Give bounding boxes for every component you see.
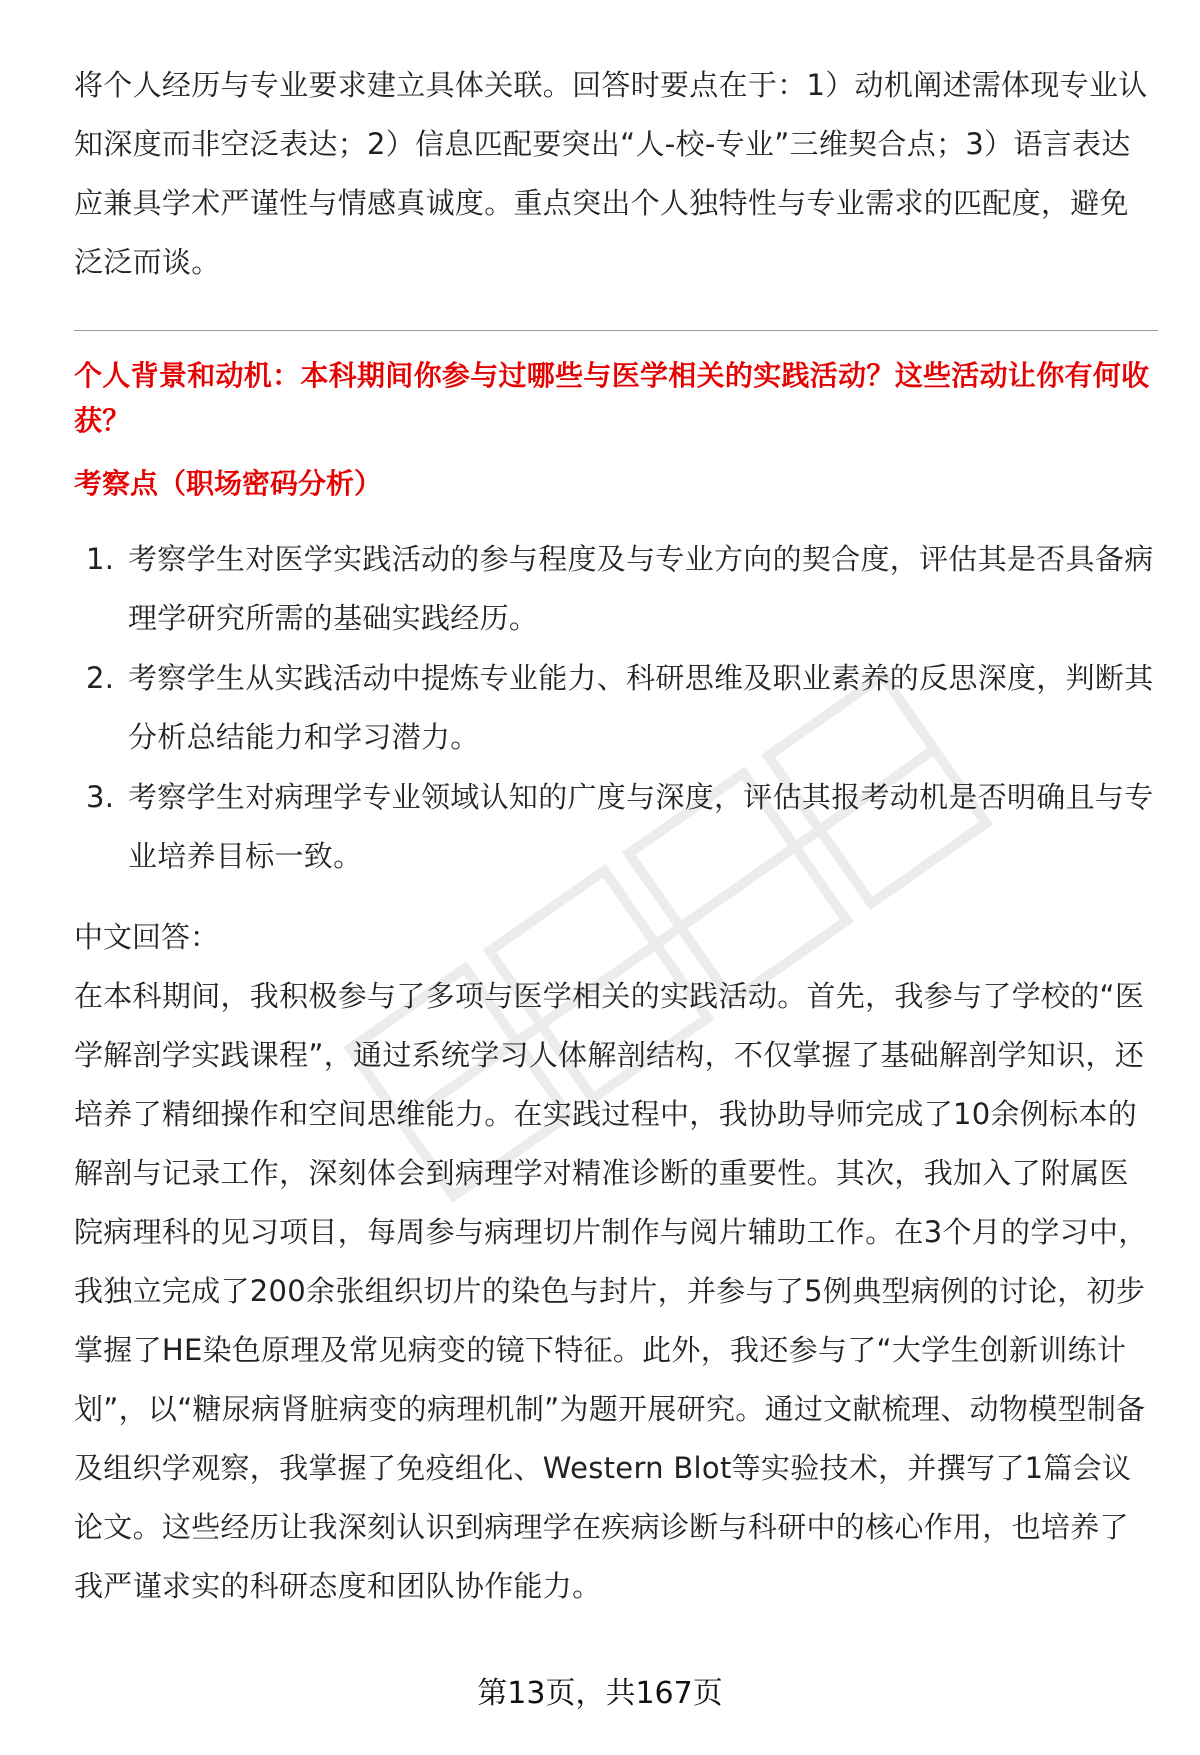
list-item-number: 1. [86, 542, 115, 576]
intro-paragraph: 将个人经历与专业要求建立具体关联。回答时要点在于：1）动机阐述需体现专业认知深度而非空泛表达；2）信息匹配要突出“人-校-专业”三维契合点；3）语言表达应兼具学术严谨性与情感真诚度。重点突出个人独特性与专业需求的匹配度，避免泛泛而谈。 [74, 68, 1148, 279]
list-item [74, 768, 1158, 886]
list-item-number: 2. [86, 661, 115, 695]
list-item-number: 3. [86, 780, 115, 814]
section-divider [74, 330, 1158, 331]
document-page [74, 56, 1158, 1616]
list-item-text: 考察学生对病理学专业领域认知的广度与深度，评估其报考动机是否明确且与专业培养目标一致。 [128, 780, 1154, 873]
list-item-text: 考察学生对医学实践活动的参与程度及与专业方向的契合度，评估其是否具备病理学研究所需的基础实践经历。 [128, 542, 1154, 635]
list-item-text: 考察学生从实践活动中提炼专业能力、科研思维及职业素养的反思深度，判断其分析总结能力和学习潜力。 [128, 661, 1154, 754]
assessment-points-list [74, 530, 1158, 886]
list-item [74, 530, 1158, 648]
answer-label: 中文回答： [74, 920, 220, 954]
question-heading: 个人背景和动机：本科期间你参与过哪些与医学相关的实践活动？这些活动让你有何收获？ [74, 359, 1150, 437]
assessment-points-heading: 考察点（职场密码分析） [74, 467, 383, 500]
list-item [74, 649, 1158, 767]
answer-paragraph: 在本科期间，我积极参与了多项与医学相关的实践活动。首先，我参与了学校的“医学解剖学实践课程”，通过系统学习人体解剖结构，不仅掌握了基础解剖学知识，还培养了精细操作和空间思维能力。在实践过程中，我协助导师完成了10余例标本的解剖与记录工作，深刻体会到病理学对精准诊断的重要性。其次，我加入了附属医院病理科的见习项目，每周参与病理切片制作与阅片辅助工作。在3个月的学习中，我独立完成了200余张组织切片的染色与封片，并参与了5例典型病例的讨论，初步掌握了HE染色原理及常见病变的镜下特征。此外，我还参与了“大学生创新训练计划”，以“糖尿病肾脏病变的病理机制”为题开展研究。通过文献梳理、动物模型制备及组织学观察，我掌握了免疫组化、Western Blot等实验技术，并撰写了1篇会议论文。这些经历让我深刻认识到病理学在疾病诊断与科研中的核心作用，也培养了我严谨求实的科研态度和团队协作能力。 [74, 979, 1148, 1603]
page-number-footer: 第13页，共167页 [477, 1676, 723, 1711]
